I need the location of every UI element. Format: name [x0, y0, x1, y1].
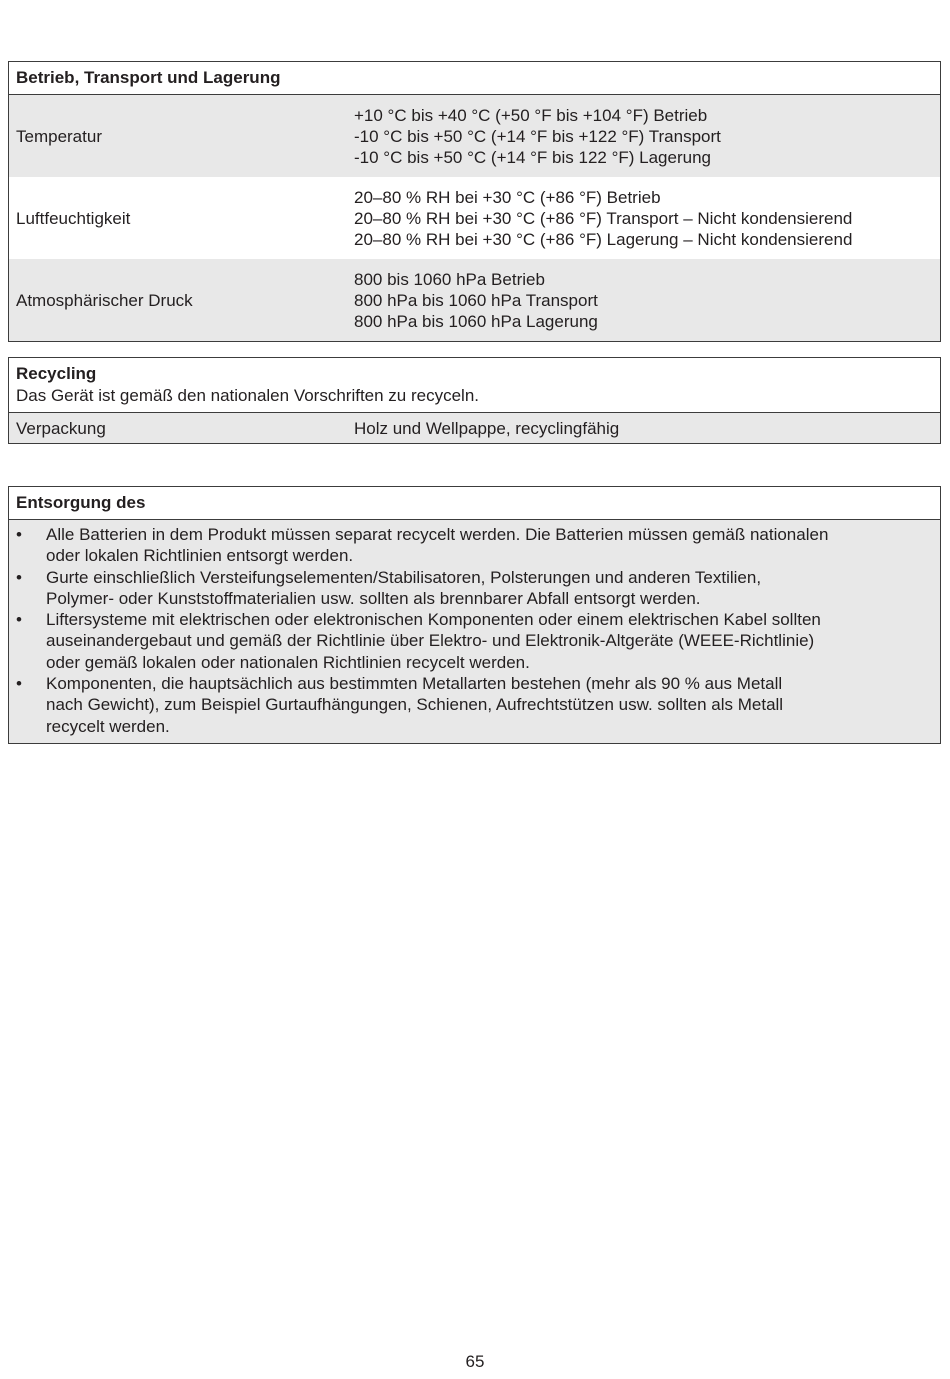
bullet-icon: • [16, 525, 22, 544]
list-line: Gurte einschließlich Versteifungselementen/Stabilisatoren, Polsterungen und anderen Textilien, [46, 567, 762, 587]
value-line: -10 °C bis +50 °C (+14 °F bis 122 °F) Lagerung [354, 147, 711, 167]
recycling-table [8, 357, 941, 444]
disposal-list [16, 524, 930, 737]
recycling-title: Recycling [16, 364, 97, 383]
list-item [16, 567, 930, 610]
recycling-header [9, 358, 940, 413]
recycling-subtitle: Das Gerät ist gemäß den nationalen Vorschriften zu recyceln. [16, 386, 480, 405]
value-line: 800 hPa bis 1060 hPa Transport [354, 290, 598, 310]
value-line: +10 °C bis +40 °C (+50 °F bis +104 °F) Betrieb [354, 105, 708, 125]
row-label: Atmosphärischer Druck [16, 290, 193, 310]
value-line: 800 hPa bis 1060 hPa Lagerung [354, 311, 598, 331]
value-line: 20–80 % RH bei +30 °C (+86 °F) Transport – Nicht kondensierend [354, 208, 853, 228]
row-values [354, 187, 940, 250]
list-line: Alle Batterien in dem Produkt müssen separat recycelt werden. Die Batterien müssen gemäß nationalen [46, 525, 829, 544]
table-row-humidity [9, 177, 940, 259]
row-values [354, 105, 940, 168]
table-row-packaging [9, 413, 940, 443]
list-line: Polymer- oder Kunststoffmaterialien usw. sollten als brennbarer Abfall entsorgt werden. [46, 588, 701, 608]
list-line: recycelt werden. [46, 716, 170, 736]
table-row-temperature [9, 95, 940, 177]
list-line: oder lokalen Richtlinien entsorgt werden. [46, 546, 354, 566]
row-label: Temperatur [16, 126, 102, 146]
row-value: Holz und Wellpappe, recyclingfähig [354, 418, 620, 438]
list-line: auseinandergebaut und gemäß der Richtlinie über Elektro- und Elektronik-Altgeräte (WEEE-Richtlinie) [46, 631, 815, 651]
row-values [354, 269, 940, 332]
value-line: 20–80 % RH bei +30 °C (+86 °F) Betrieb [354, 187, 661, 207]
list-item [16, 524, 930, 567]
bullet-icon: • [16, 610, 22, 630]
value-line: 20–80 % RH bei +30 °C (+86 °F) Lagerung – Nicht kondensierend [354, 229, 853, 249]
list-line: Liftersysteme mit elektrischen oder elektronischen Komponenten oder einem elektrischen Kabel sollten [46, 610, 821, 630]
table-row-pressure [9, 259, 940, 341]
list-line: oder gemäß lokalen oder nationalen Richtlinien recycelt werden. [46, 652, 530, 672]
disposal-title: Entsorgung des [9, 487, 940, 520]
operating-conditions-title: Betrieb, Transport und Lagerung [9, 62, 940, 95]
page-number: 65 [465, 1352, 485, 1371]
disposal-table [8, 486, 941, 744]
operating-conditions-table [8, 61, 941, 342]
bullet-icon: • [16, 674, 22, 694]
list-line: nach Gewicht), zum Beispiel Gurtaufhängungen, Schienen, Aufrechtstützen usw. sollten als Metall [46, 695, 784, 715]
value-line: 800 bis 1060 hPa Betrieb [354, 269, 545, 289]
list-line: Komponenten, die hauptsächlich aus bestimmten Metallarten bestehen (mehr als 90 % aus Metall [46, 674, 783, 694]
bullet-icon: • [16, 567, 22, 587]
disposal-list-container [9, 520, 940, 743]
row-label: Verpackung [16, 418, 106, 438]
value-line: -10 °C bis +50 °C (+14 °F bis +122 °F) Transport [354, 126, 721, 146]
list-item [16, 673, 930, 737]
row-label: Luftfeuchtigkeit [16, 208, 131, 228]
list-item [16, 609, 930, 673]
